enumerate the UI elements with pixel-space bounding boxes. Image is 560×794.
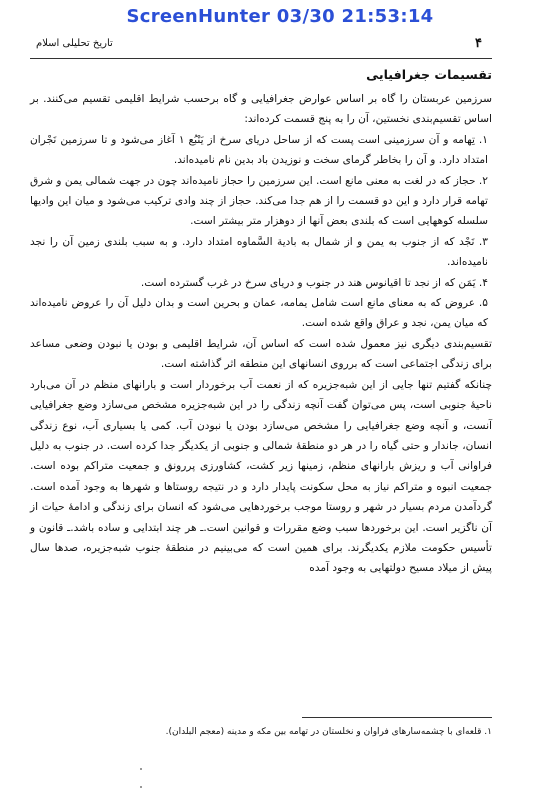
list-item: ۳. نَجْد که از جنوب به یمن و از شمال به بادیة السَّماوه امتداد دارد. و به سبب بلندی زمین آن را نجد نامیده‌اند. [30, 235, 488, 269]
screenhunter-capture-label: ScreenHunter 03/30 21:53:14 [126, 6, 434, 27]
footnote: ۱. قلعه‌ای با چشمه‌سارهای فراوان و نخلستان در تهامه بین مکه و مدینه (معجم البلدان). [165, 727, 492, 737]
footnote-rule [302, 717, 492, 718]
list-item: ۵. عروض که به معنای مانع است شامل یمامه، عمان و بحرین است و بدان دلیل آن را عروض نامیده‌اند که میان یمن، نجد و عراق واقع شده است. [30, 297, 488, 330]
scan-speck [140, 786, 142, 788]
list-item: ۲. حجاز که در لغت به معنی مانع است. این سرزمین را حجاز نامیده‌اند چون در جهت شمالی یمن و شرق تهامه قرار دارد و این دو قسمت را از هم جدا می‌کند. حجاز از چند وادی ترکیب می‌شود و میان این وادیها سلسله کوههایی است که بلندی بعض آنها از دوهزار متر بیشتر است. [30, 174, 488, 228]
body-paragraph: تقسیم‌بندی دیگری نیز معمول شده است که اساس آن، شرایط اقلیمی و بودن یا نبودن وضعی مساعد برای زندگی اجتماعی است که برروی انسانهای این منطقه اثر گذاشته است. [30, 337, 492, 371]
section-body [30, 62, 492, 579]
running-title: تاریخ تحلیلی اسلام [36, 38, 113, 49]
list-item: ۴. یَمَن که از نجد تا اقیانوس هند در جنوب و دریای سرخ در غرب گسترده است. [140, 276, 488, 289]
header-rule [30, 58, 492, 59]
body-paragraph: چنانکه گفتیم تنها جایی از این شبه‌جزیره که از نعمت آب برخوردار است و بارانهای منظم در آن می‌بارد ناحیهٔ جنوبی است، پس می‌توان گفت آنچه زندگی را در این شبه‌جزیره مشخص می‌سازد وضع جغرافیایی آنست، و آنچه وضع جغرافیایی را مشخص می‌سازد بودن یا نبودن آب. کمی یا بسیاری آب، نوع زندگی انسان، جاندار و حتی گیاه را در هر دو منطقهٔ شمالی و جنوبی از یکدیگر جدا کرده است. در جنوب به دلیل فراوانی آب و ریزش بارانهای منظم، زمینها زیر کشت، کشاورزی پررونق و جمعیت متراکم بوده است. جمعیت انبوه و متراکم نیاز به محل سکونت پایدار دارد و در نتیجه روستاها و شهرها به وجود آمده است. گردآمدن مردم بسیار در شهر و روستا موجب برخوردهایی می‌شود که انسان برای زندگی و ادامهٔ حیات از آن ناگزیر است. این برخوردها سبب وضع مقررات و قوانین است.ـ هر چند ابتدایی و ساده باشد.ـ قانون و تأسیس حکومت ملازم یکدیگرند. برای همین است که می‌بینیم در منطقهٔ جنوب شبه‌جزیره، صدها سال پیش از میلاد مسیح دولتهایی به وجود آمده [30, 378, 492, 575]
intro-paragraph: سرزمین عربستان را گاه بر اساس عوارض جغرافیایی و گاه برحسب شرایط اقلیمی تقسیم می‌کنند. بر اساس تقسیم‌بندی نخستین، آن را به پنج قسمت کرده‌اند: [30, 93, 492, 126]
section-title: تقسیمات جغرافیایی [366, 67, 492, 82]
list-item: ۱. تِهامه و آن سرزمینی است پست که از ساحل دریای سرخ از یَنْبُع ۱ آغاز می‌شود و تا سرزمین نَجْران امتداد دارد. و آن را بخاطر گرمای سخت و نوزیدن باد بدین نام نامیده‌اند. [30, 133, 488, 167]
scan-speck [140, 768, 142, 770]
page-number: ۴ [475, 36, 482, 51]
